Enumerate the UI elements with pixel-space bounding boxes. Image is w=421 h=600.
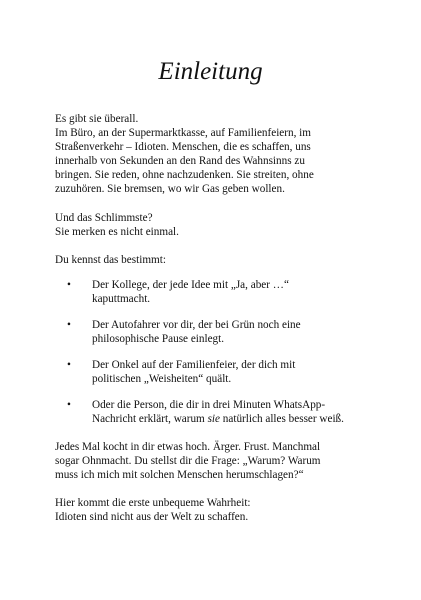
- anger-paragraph: [55, 440, 375, 482]
- list-item-line: Oder die Person, die dir in drei Minuten WhatsApp-: [92, 399, 326, 411]
- bullet-icon: •: [67, 279, 71, 291]
- worst-line: Sie merken es nicht einmal.: [55, 226, 179, 238]
- emphasis-word: sie: [207, 413, 220, 425]
- bullet-icon: •: [67, 399, 71, 411]
- intro-line: bringen. Sie reden, ohne nachzudenken. Sie streiten, ohne: [55, 169, 314, 181]
- list-item-text: [92, 278, 382, 306]
- list-item-line: [92, 412, 382, 426]
- chapter-title: Einleitung: [158, 58, 263, 85]
- know-paragraph: [55, 253, 375, 267]
- intro-line: Im Büro, an der Supermarktkasse, auf Familienfeiern, im: [55, 127, 311, 139]
- list-item-line: politischen „Weisheiten“ quält.: [92, 373, 232, 385]
- anger-line: Jedes Mal kocht in dir etwas hoch. Ärger. Frust. Manchmal: [55, 441, 321, 453]
- list-item-text: [92, 318, 382, 346]
- list-item-text: [92, 398, 382, 426]
- bullet-icon: •: [67, 319, 71, 331]
- truth-paragraph: [55, 496, 375, 524]
- list-item-line: Der Autofahrer vor dir, der bei Grün noch eine: [92, 319, 301, 331]
- list-item-segment: Nachricht erklärt, warum: [92, 413, 208, 425]
- intro-line: innerhalb von Sekunden an den Rand des Wahnsinns zu: [55, 155, 305, 167]
- list-item-line: Der Onkel auf der Familienfeier, der dich mit: [92, 359, 296, 371]
- list-item-line: philosophische Pause einlegt.: [92, 333, 225, 345]
- intro-line: Es gibt sie überall.: [55, 113, 139, 125]
- list-item-line: kaputtmacht.: [92, 293, 151, 305]
- list-item-segment: natürlich alles besser weiß.: [220, 413, 344, 425]
- intro-paragraph: [55, 112, 375, 196]
- anger-line: sogar Ohnmacht. Du stellst dir die Frage: „Warum? Warum: [55, 455, 321, 467]
- truth-line: Hier kommt die erste unbequeme Wahrheit:: [55, 497, 251, 509]
- anger-line: muss ich mich mit solchen Menschen herumschlagen?“: [55, 469, 304, 481]
- list-item-line: Der Kollege, der jede Idee mit „Ja, aber …“: [92, 279, 289, 291]
- intro-line: Straßenverkehr – Idioten. Menschen, die es schaffen, uns: [55, 141, 311, 153]
- truth-line: Idioten sind nicht aus der Welt zu schaffen.: [55, 511, 249, 523]
- worst-paragraph: [55, 211, 375, 239]
- bullet-icon: •: [67, 359, 71, 371]
- list-item-text: [92, 358, 382, 386]
- worst-line: Und das Schlimmste?: [55, 212, 153, 224]
- know-line: Du kennst das bestimmt:: [55, 254, 166, 266]
- intro-line: zuzuhören. Sie bremsen, wo wir Gas geben wollen.: [55, 183, 285, 195]
